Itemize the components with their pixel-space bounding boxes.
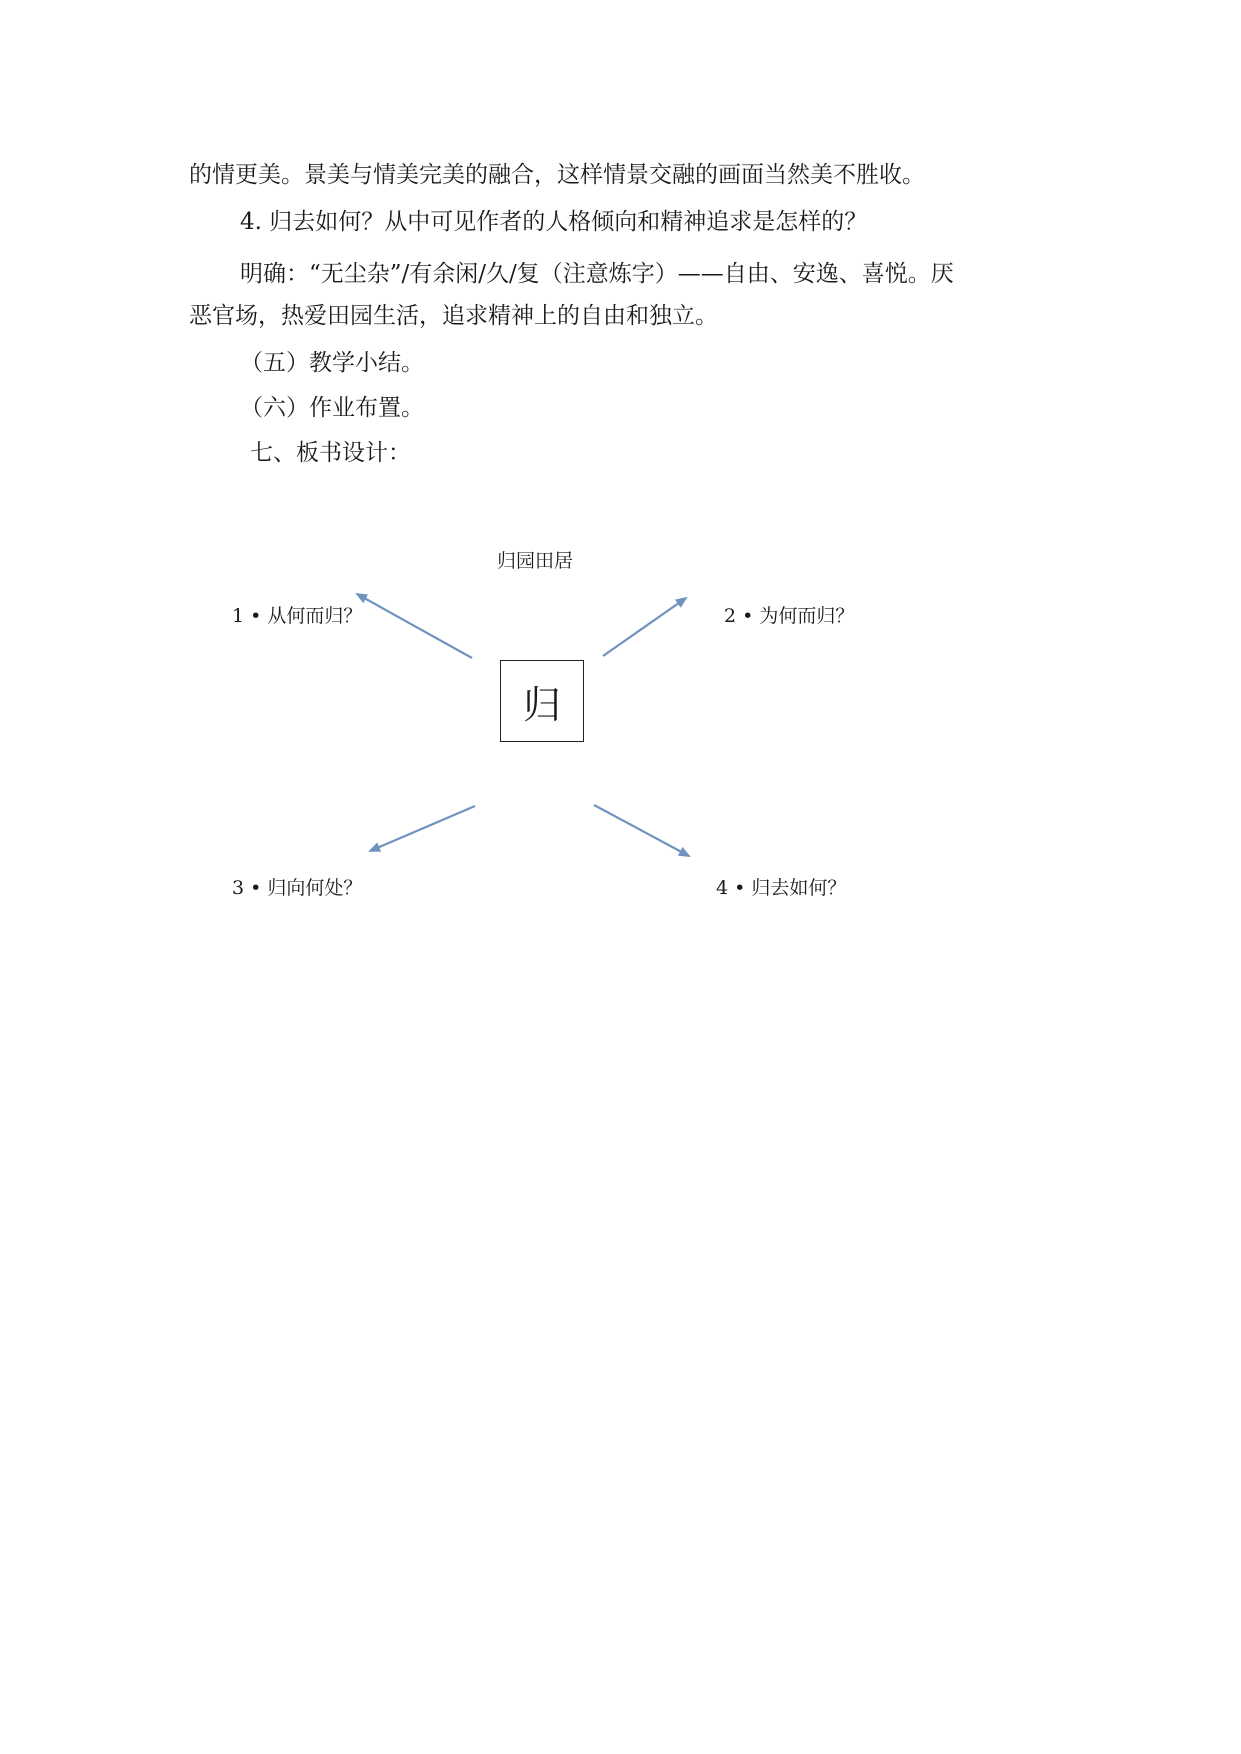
question-label-3: 3 • 归向何处？ (232, 877, 363, 899)
section-summary: （五）教学小结。 (240, 350, 424, 376)
arrow-to-q1 (357, 594, 472, 658)
arrow-to-q4 (594, 805, 689, 856)
arrow-to-q2 (603, 598, 686, 656)
answer-line-1: 明确：“无尘杂”/有余闲/久/复（注意炼字）——自由、安逸、喜悦。厌 (240, 261, 954, 287)
section-board-design: 七、板书设计： (250, 440, 411, 466)
answer-line-2: 恶官场，热爱田园生活，追求精神上的自由和独立。 (189, 303, 718, 329)
question-label-2: 2 • 为何而归？ (724, 605, 855, 627)
paragraph-continuation: 的情更美。景美与情美完美的融合，这样情景交融的画面当然美不胜收。 (189, 162, 925, 188)
diagram-title: 归园田居 (497, 550, 574, 572)
arrow-to-q3 (370, 806, 475, 851)
section-homework: （六）作业布置。 (240, 395, 424, 421)
question-label-1: 1 • 从何而归？ (232, 605, 363, 627)
question-label-4: 4 • 归去如何？ (716, 877, 847, 899)
center-character: 归 (522, 682, 561, 727)
question-4: 4. 归去如何？从中可见作者的人格倾向和精神追求是怎样的？ (240, 209, 868, 235)
